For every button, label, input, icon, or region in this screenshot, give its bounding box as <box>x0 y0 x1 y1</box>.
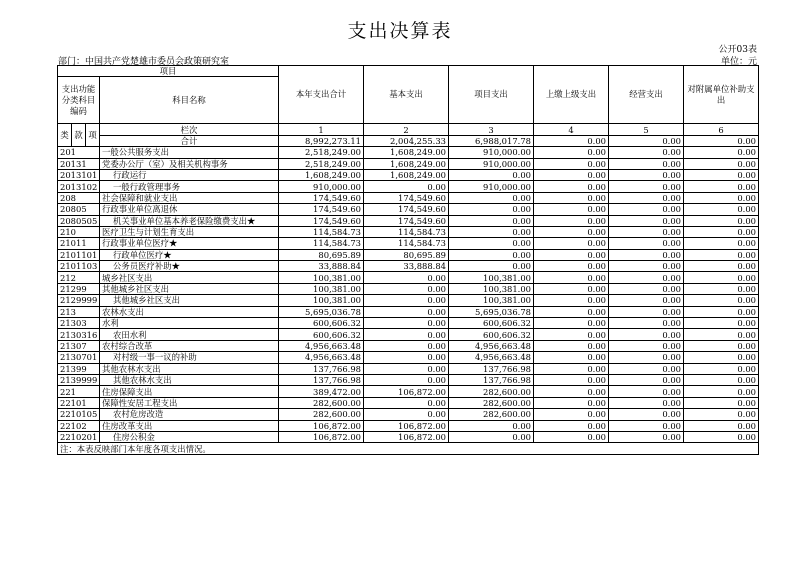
table-row <box>58 352 759 363</box>
row-value: 0.00 <box>534 386 609 397</box>
row-value: 0.00 <box>534 329 609 340</box>
row-value: 0.00 <box>684 420 759 431</box>
row-value: 0.00 <box>364 306 449 317</box>
row-subject-name: 行政单位医疗★ <box>100 249 279 260</box>
row-value: 0.00 <box>609 169 684 180</box>
row-value: 0.00 <box>449 261 534 272</box>
table-row <box>58 158 759 169</box>
row-code: 213 <box>58 306 100 317</box>
row-code: 21307 <box>58 340 100 351</box>
row-code: 22101 <box>58 397 100 408</box>
row-value: 0.00 <box>364 181 449 192</box>
row-value: 5,695,036.78 <box>279 306 364 317</box>
row-subject-name: 农田水利 <box>100 329 279 340</box>
table-row <box>58 283 759 294</box>
header-operating: 经营支出 <box>609 66 684 124</box>
unit-label: 单位：元 <box>720 57 757 67</box>
row-value: 0.00 <box>534 249 609 260</box>
row-subject-name: 行政运行 <box>100 169 279 180</box>
row-code: 221 <box>58 386 100 397</box>
row-subject-name: 其他城乡社区支出 <box>100 283 279 294</box>
row-subject-name: 住房公积金 <box>100 431 279 442</box>
row-subject-name: 对村级一事一议的补助 <box>100 352 279 363</box>
row-value: 0.00 <box>534 204 609 215</box>
row-code: 2210201 <box>58 431 100 442</box>
row-subject-name: 住房改革支出 <box>100 420 279 431</box>
row-value: 0.00 <box>684 295 759 306</box>
header-func-code: 支出功能分类科目编码 <box>58 77 100 124</box>
row-value: 0.00 <box>609 204 684 215</box>
row-value: 0.00 <box>609 249 684 260</box>
row-value: 0.00 <box>364 272 449 283</box>
row-subject-name: 其他农林水支出 <box>100 363 279 374</box>
col-num: 4 <box>534 124 609 135</box>
total-value: 0.00 <box>684 135 759 146</box>
row-subject-name: 农林水支出 <box>100 306 279 317</box>
col-num: 5 <box>609 124 684 135</box>
row-value: 0.00 <box>684 397 759 408</box>
row-value: 2,518,249.00 <box>279 158 364 169</box>
row-value: 100,381.00 <box>449 283 534 294</box>
row-value: 0.00 <box>534 226 609 237</box>
row-value: 174,549.60 <box>364 192 449 203</box>
row-value: 0.00 <box>449 249 534 260</box>
row-code: 20131 <box>58 158 100 169</box>
row-value: 0.00 <box>534 340 609 351</box>
row-value: 910,000.00 <box>449 181 534 192</box>
row-value: 0.00 <box>684 226 759 237</box>
row-value: 0.00 <box>534 363 609 374</box>
row-value: 0.00 <box>609 215 684 226</box>
row-value: 0.00 <box>684 283 759 294</box>
header-row-label: 栏次 <box>100 124 279 135</box>
row-value: 106,872.00 <box>279 420 364 431</box>
row-value: 0.00 <box>684 215 759 226</box>
row-value: 0.00 <box>684 238 759 249</box>
row-value: 600,606.32 <box>449 329 534 340</box>
total-label: 合计 <box>100 135 279 146</box>
row-value: 0.00 <box>534 283 609 294</box>
row-value: 174,549.60 <box>364 204 449 215</box>
row-value: 0.00 <box>609 181 684 192</box>
row-value: 1,608,249.00 <box>364 169 449 180</box>
row-value: 0.00 <box>684 306 759 317</box>
table-row <box>58 249 759 260</box>
row-value: 0.00 <box>449 169 534 180</box>
row-value: 0.00 <box>684 272 759 283</box>
row-subject-name: 行政事业单位医疗★ <box>100 238 279 249</box>
row-value: 106,872.00 <box>279 431 364 442</box>
row-value: 0.00 <box>534 192 609 203</box>
row-subject-name: 农村危房改造 <box>100 409 279 420</box>
row-value: 137,766.98 <box>449 363 534 374</box>
row-value: 910,000.00 <box>279 181 364 192</box>
row-value: 0.00 <box>684 409 759 420</box>
row-value: 0.00 <box>609 318 684 329</box>
table-row <box>58 226 759 237</box>
row-value: 2,518,249.00 <box>279 147 364 158</box>
row-code: 2101101 <box>58 249 100 260</box>
row-value: 1,608,249.00 <box>364 147 449 158</box>
row-value: 174,549.60 <box>279 192 364 203</box>
row-subject-name: 一般公共服务支出 <box>100 147 279 158</box>
row-code: 2129999 <box>58 295 100 306</box>
row-code: 21303 <box>58 318 100 329</box>
row-value: 100,381.00 <box>449 295 534 306</box>
row-value: 0.00 <box>609 409 684 420</box>
col-num: 3 <box>449 124 534 135</box>
row-value: 282,600.00 <box>449 386 534 397</box>
row-value: 0.00 <box>534 181 609 192</box>
row-code: 2210105 <box>58 409 100 420</box>
row-value: 0.00 <box>684 386 759 397</box>
table-row <box>58 238 759 249</box>
table-row <box>58 295 759 306</box>
header-item: 项目 <box>58 66 279 77</box>
row-code: 2013102 <box>58 181 100 192</box>
row-value: 0.00 <box>534 306 609 317</box>
row-value: 106,872.00 <box>364 386 449 397</box>
row-value: 100,381.00 <box>279 283 364 294</box>
row-value: 0.00 <box>364 397 449 408</box>
row-value: 0.00 <box>449 215 534 226</box>
total-value: 0.00 <box>609 135 684 146</box>
row-value: 0.00 <box>609 397 684 408</box>
col-num: 1 <box>279 124 364 135</box>
row-value: 100,381.00 <box>449 272 534 283</box>
row-value: 389,472.00 <box>279 386 364 397</box>
row-value: 0.00 <box>449 431 534 442</box>
row-value: 910,000.00 <box>449 158 534 169</box>
col-num: 2 <box>364 124 449 135</box>
row-value: 910,000.00 <box>449 147 534 158</box>
row-value: 0.00 <box>449 192 534 203</box>
row-value: 174,549.60 <box>279 215 364 226</box>
row-subject-name: 城乡社区支出 <box>100 272 279 283</box>
row-value: 0.00 <box>609 420 684 431</box>
row-value: 106,872.00 <box>364 420 449 431</box>
row-value: 0.00 <box>684 204 759 215</box>
row-value: 0.00 <box>534 238 609 249</box>
row-value: 0.00 <box>609 374 684 385</box>
total-value: 0.00 <box>534 135 609 146</box>
row-code: 2130316 <box>58 329 100 340</box>
table-row <box>58 409 759 420</box>
row-value: 282,600.00 <box>279 397 364 408</box>
row-code: 212 <box>58 272 100 283</box>
col-num: 6 <box>684 124 759 135</box>
row-value: 0.00 <box>534 261 609 272</box>
row-value: 100,381.00 <box>279 272 364 283</box>
row-value: 0.00 <box>609 283 684 294</box>
row-value: 114,584.73 <box>364 238 449 249</box>
row-code: 2130701 <box>58 352 100 363</box>
table-row <box>58 272 759 283</box>
row-value: 0.00 <box>684 340 759 351</box>
row-value: 100,381.00 <box>279 295 364 306</box>
table-row <box>58 169 759 180</box>
row-value: 1,608,249.00 <box>364 158 449 169</box>
header-project: 项目支出 <box>449 66 534 124</box>
row-value: 282,600.00 <box>279 409 364 420</box>
row-value: 0.00 <box>364 340 449 351</box>
footnote: 注：本表反映部门本年度各项支出情况。 <box>58 443 759 454</box>
row-code: 21299 <box>58 283 100 294</box>
row-value: 0.00 <box>609 158 684 169</box>
row-value: 80,695.89 <box>279 249 364 260</box>
header-kuan: 款 <box>72 124 86 147</box>
row-value: 4,956,663.48 <box>279 352 364 363</box>
row-value: 0.00 <box>364 374 449 385</box>
table-row <box>58 374 759 385</box>
row-value: 0.00 <box>364 352 449 363</box>
row-value: 0.00 <box>609 306 684 317</box>
row-code: 2139999 <box>58 374 100 385</box>
row-subject-name: 社会保障和就业支出 <box>100 192 279 203</box>
row-code: 2101103 <box>58 261 100 272</box>
header-upper: 上缴上级支出 <box>534 66 609 124</box>
row-value: 114,584.73 <box>364 226 449 237</box>
row-value: 0.00 <box>534 420 609 431</box>
row-value: 0.00 <box>364 329 449 340</box>
row-code: 22102 <box>58 420 100 431</box>
row-value: 282,600.00 <box>449 409 534 420</box>
row-value: 5,695,036.78 <box>449 306 534 317</box>
row-value: 174,549.60 <box>279 204 364 215</box>
row-value: 600,606.32 <box>279 318 364 329</box>
row-value: 0.00 <box>449 238 534 249</box>
row-value: 0.00 <box>609 363 684 374</box>
row-value: 0.00 <box>609 238 684 249</box>
row-value: 0.00 <box>684 352 759 363</box>
table-row <box>58 386 759 397</box>
row-value: 282,600.00 <box>449 397 534 408</box>
row-value: 0.00 <box>684 147 759 158</box>
total-value: 8,992,273.11 <box>279 135 364 146</box>
row-subject-name: 公务员医疗补助★ <box>100 261 279 272</box>
table-row <box>58 340 759 351</box>
row-value: 0.00 <box>684 329 759 340</box>
row-code: 201 <box>58 147 100 158</box>
row-value: 0.00 <box>534 272 609 283</box>
row-subject-name: 一般行政管理事务 <box>100 181 279 192</box>
row-code: 20805 <box>58 204 100 215</box>
row-subject-name: 医疗卫生与计划生育支出 <box>100 226 279 237</box>
row-value: 0.00 <box>684 363 759 374</box>
row-value: 0.00 <box>609 352 684 363</box>
table-row <box>58 397 759 408</box>
row-value: 0.00 <box>364 363 449 374</box>
row-value: 0.00 <box>684 158 759 169</box>
row-value: 0.00 <box>364 409 449 420</box>
row-value: 0.00 <box>534 352 609 363</box>
table-row <box>58 204 759 215</box>
table-row <box>58 215 759 226</box>
row-value: 600,606.32 <box>449 318 534 329</box>
row-value: 0.00 <box>684 374 759 385</box>
table-row <box>58 147 759 158</box>
header-basic: 基本支出 <box>364 66 449 124</box>
row-value: 1,608,249.00 <box>279 169 364 180</box>
row-value: 0.00 <box>684 261 759 272</box>
table-row <box>58 329 759 340</box>
header-xiang: 项 <box>86 124 100 147</box>
row-value: 0.00 <box>684 431 759 442</box>
form-code: 公开03表 <box>718 45 757 55</box>
row-value: 0.00 <box>609 386 684 397</box>
row-value: 0.00 <box>609 226 684 237</box>
row-value: 0.00 <box>609 261 684 272</box>
row-value: 0.00 <box>534 147 609 158</box>
row-value: 0.00 <box>534 431 609 442</box>
row-value: 0.00 <box>364 295 449 306</box>
row-value: 0.00 <box>449 204 534 215</box>
row-value: 137,766.98 <box>279 374 364 385</box>
row-code: 2080505 <box>58 215 100 226</box>
row-value: 33,888.84 <box>279 261 364 272</box>
table-row <box>58 192 759 203</box>
table-row <box>58 363 759 374</box>
row-value: 0.00 <box>684 249 759 260</box>
header-subsidy: 对附属单位补助支出 <box>684 66 759 124</box>
row-value: 0.00 <box>534 169 609 180</box>
row-subject-name: 水利 <box>100 318 279 329</box>
row-value: 0.00 <box>449 420 534 431</box>
table-row <box>58 181 759 192</box>
row-code: 21399 <box>58 363 100 374</box>
table-row <box>58 261 759 272</box>
row-value: 0.00 <box>684 192 759 203</box>
table-row <box>58 306 759 317</box>
total-value: 2,004,255.33 <box>364 135 449 146</box>
row-value: 600,606.32 <box>279 329 364 340</box>
header-lei: 类 <box>58 124 72 147</box>
row-subject-name: 其他农林水支出 <box>100 374 279 385</box>
row-subject-name: 党委办公厅（室）及相关机构事务 <box>100 158 279 169</box>
header-total: 本年支出合计 <box>279 66 364 124</box>
department-label: 部门：中国共产党楚雄市委员会政策研究室 <box>58 57 230 67</box>
row-value: 0.00 <box>609 147 684 158</box>
row-value: 4,956,663.48 <box>449 340 534 351</box>
row-code: 210 <box>58 226 100 237</box>
row-subject-name: 机关事业单位基本养老保险缴费支出★ <box>100 215 279 226</box>
row-value: 0.00 <box>609 340 684 351</box>
row-value: 33,888.84 <box>364 261 449 272</box>
row-code: 208 <box>58 192 100 203</box>
row-value: 0.00 <box>534 397 609 408</box>
row-value: 0.00 <box>534 295 609 306</box>
row-value: 0.00 <box>609 431 684 442</box>
row-value: 0.00 <box>534 318 609 329</box>
page-title: 支出决算表 <box>347 20 453 42</box>
row-value: 0.00 <box>449 226 534 237</box>
row-value: 0.00 <box>364 318 449 329</box>
row-value: 0.00 <box>534 409 609 420</box>
row-value: 0.00 <box>609 329 684 340</box>
table-row <box>58 431 759 442</box>
row-value: 106,872.00 <box>364 431 449 442</box>
row-value: 0.00 <box>684 318 759 329</box>
row-subject-name: 农村综合改革 <box>100 340 279 351</box>
row-value: 114,584.73 <box>279 226 364 237</box>
row-value: 174,549.60 <box>364 215 449 226</box>
row-value: 0.00 <box>684 169 759 180</box>
row-subject-name: 保障性安居工程支出 <box>100 397 279 408</box>
row-value: 4,956,663.48 <box>279 340 364 351</box>
row-value: 0.00 <box>534 215 609 226</box>
row-value: 0.00 <box>534 158 609 169</box>
row-value: 4,956,663.48 <box>449 352 534 363</box>
total-value: 6,988,017.78 <box>449 135 534 146</box>
expenditure-table <box>57 65 759 455</box>
row-value: 0.00 <box>364 283 449 294</box>
header-subject-name: 科目名称 <box>100 77 279 124</box>
row-value: 0.00 <box>684 181 759 192</box>
row-value: 0.00 <box>609 295 684 306</box>
row-subject-name: 住房保障支出 <box>100 386 279 397</box>
row-subject-name: 行政事业单位离退休 <box>100 204 279 215</box>
row-code: 21011 <box>58 238 100 249</box>
row-value: 0.00 <box>534 374 609 385</box>
table-row <box>58 420 759 431</box>
row-value: 137,766.98 <box>449 374 534 385</box>
row-value: 0.00 <box>609 272 684 283</box>
row-value: 114,584.73 <box>279 238 364 249</box>
row-subject-name: 其他城乡社区支出 <box>100 295 279 306</box>
table-row <box>58 318 759 329</box>
row-code: 2013101 <box>58 169 100 180</box>
row-value: 137,766.98 <box>279 363 364 374</box>
row-value: 80,695.89 <box>364 249 449 260</box>
row-value: 0.00 <box>609 192 684 203</box>
